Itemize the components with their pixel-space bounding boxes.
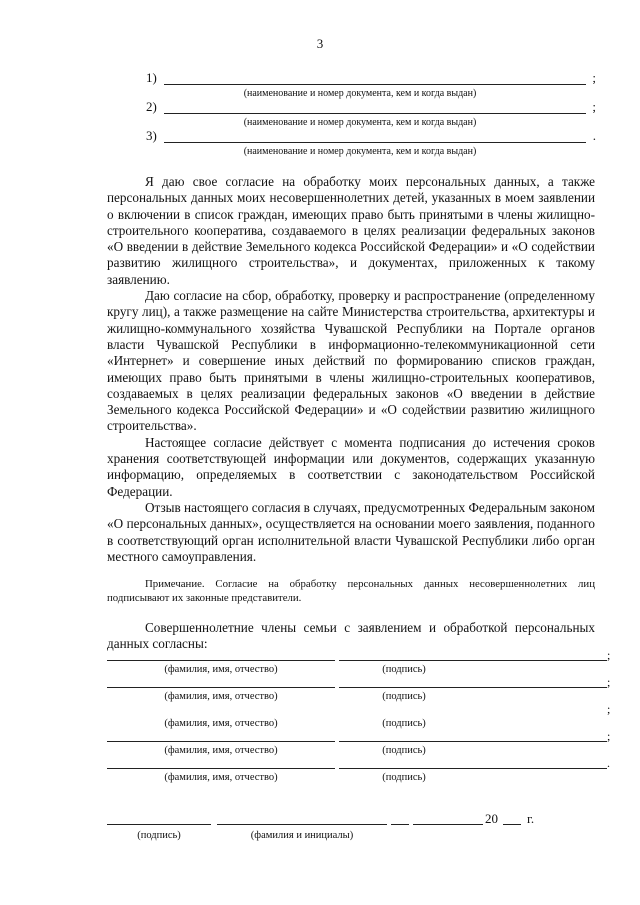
year-suffix: г. [527,811,535,826]
members-section [107,620,595,652]
member-row-5[interactable] [107,756,610,796]
name-caption: (фамилия, имя, отчество) [164,772,278,783]
paragraph-consent: Я даю свое согласие на обработку моих персональных данных, а также персональных данных моих несовершеннолетних детей, указанных в моем заявлении о включении в список граждан, имеющих право быть принятыми в члены жилищно-строительного кооператива, создаваемого в целях реализации федеральных законов «О введении в действие Земельного кодекса Российской Федерации» и «О содействии развитию жилищного строительства», и документах, приложенных к такому заявлению. [107,174,595,287]
name-line[interactable] [107,768,335,769]
signature-line[interactable] [339,768,607,769]
document-line-2[interactable] [146,99,596,117]
month-line[interactable] [413,824,483,825]
year-line[interactable] [503,824,521,825]
note-text: Примечание. Согласие на обработку персональных данных несовершеннолетних лиц подписывают их законные представители. [107,578,595,604]
signature-line[interactable] [339,660,607,661]
line-end: ; [607,702,611,716]
signature-line[interactable] [339,687,607,688]
applicant-signature [107,812,557,852]
signature-caption: (подпись) [382,745,426,756]
members-title: Совершеннолетние члены семьи с заявлением и обработкой персональных данных согласны: [107,620,595,651]
member-row-4[interactable] [107,729,611,769]
member-row-2[interactable] [107,675,611,715]
document-caption: (наименование и номер документа, кем и когда выдан) [243,117,477,128]
name-line[interactable] [107,660,335,661]
line-end: ; [592,70,596,85]
document-line-3[interactable] [146,128,596,146]
document-number: 2) [146,99,157,114]
document-number: 1) [146,70,157,85]
name-caption: (фамилия, имя, отчество) [164,691,278,702]
initials-line[interactable] [217,824,387,825]
signature-line[interactable] [107,824,211,825]
document-caption: (наименование и номер документа, кем и когда выдан) [243,146,477,157]
document-line-1[interactable] [146,70,596,88]
note [107,577,595,605]
signature-line[interactable] [339,741,607,742]
member-row-3[interactable] [107,702,611,742]
line-end: . [592,128,596,143]
line-end: . [607,756,610,770]
signature-caption: (подпись) [382,718,426,729]
line-end: ; [607,675,611,689]
line-end: ; [607,648,611,662]
line-end: ; [592,99,596,114]
document-caption: (наименование и номер документа, кем и когда выдан) [243,88,477,99]
year-prefix: 20 [485,811,498,826]
name-caption: (фамилия, имя, отчество) [164,718,278,729]
signature-caption: (подпись) [382,664,426,675]
name-line[interactable] [107,741,335,742]
initials-caption: (фамилия и инициалы) [250,830,354,841]
page-number: 3 [316,36,324,51]
name-caption: (фамилия, имя, отчество) [164,664,278,675]
fill-line [164,142,586,143]
signature-caption: (подпись) [382,772,426,783]
name-line[interactable] [107,687,335,688]
day-line[interactable] [391,824,409,825]
paragraph-processing: Даю согласие на сбор, обработку, проверку и распространение (определенному кругу лиц), а также размещение на сайте Министерства строительства, архитектуры и жилищно-коммунального хозяйства Чувашской Республики на Портале органов власти Чувашской Республики в информационно-телекоммуникационной сети «Интернет» и совершение иных действий по формированию списков граждан, имеющих право быть принятыми в члены жилищно-строительных кооперативов, создаваемых в целях реализации федеральных законов «О введении в действие Земельного кодекса Российской Федерации» и «О содействии развитию жилищного строительства». [107,288,595,434]
signature-caption: (подпись) [382,691,426,702]
name-caption: (фамилия, имя, отчество) [164,745,278,756]
paragraph-validity: Настоящее согласие действует с момента подписания до истечения сроков хранения соответствующей информации или документов, содержащих указанную информацию, определяемых в соответствии с законодательством Российской Федерации. [107,434,595,499]
member-row-1[interactable] [107,648,611,688]
document-number: 3) [146,128,157,143]
paragraph-revocation: Отзыв настоящего согласия в случаях, предусмотренных Федеральным законом «О персональных данных», осуществляется на основании моего заявления, поданного в соответствующий орган исполнительной власти Чувашской Республики либо орган местного самоуправления. [107,499,595,564]
consent-text [107,174,595,565]
fill-line [164,84,586,85]
signature-caption: (подпись) [137,830,181,841]
fill-line [164,113,586,114]
line-end: ; [607,729,611,743]
